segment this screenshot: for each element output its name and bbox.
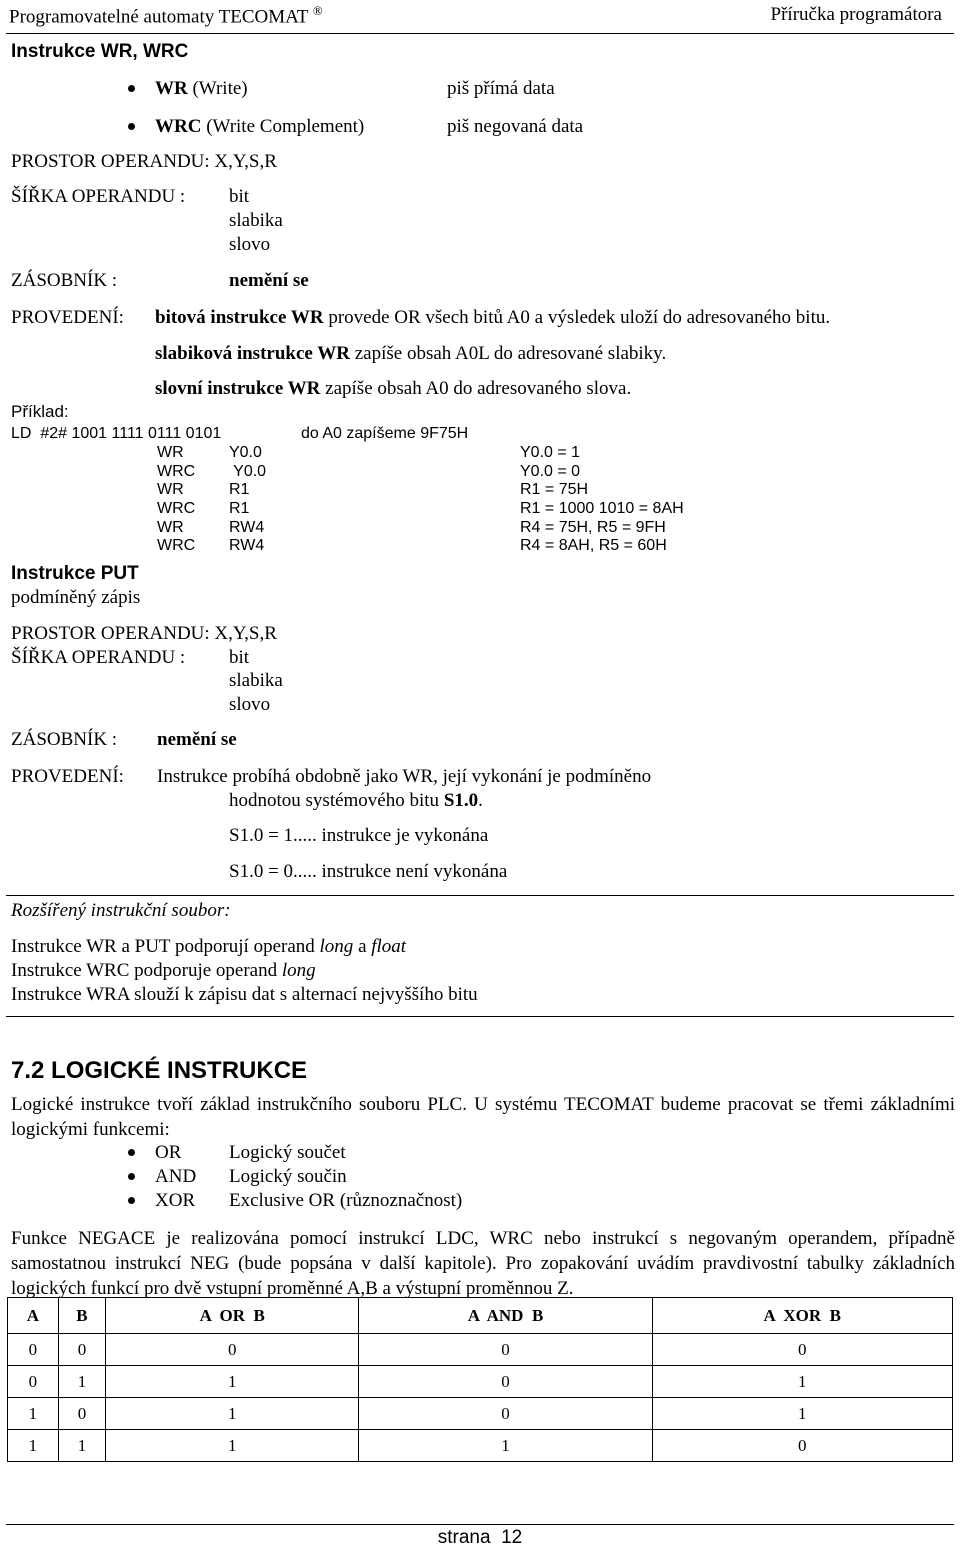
example-op: WR	[157, 444, 184, 461]
section-title-put: Instrukce PUT	[11, 563, 139, 584]
item-wrc: WRC (Write Complement)	[155, 116, 365, 137]
put-cond-2: S1.0 = 0..... instrukce není vykonána	[229, 861, 508, 882]
table-cell: 1	[8, 1430, 59, 1462]
example-op: WR	[157, 481, 184, 498]
page-number: strana 12	[437, 1527, 523, 1548]
put-width-byte: slabika	[229, 670, 283, 691]
header-cell: A AND B	[359, 1298, 652, 1334]
put-exec-line2: hodnotou systémového bitu S1.0.	[229, 790, 483, 811]
logic-fn-name: XOR	[155, 1190, 196, 1211]
negation-paragraph: Funkce NEGACE je realizována pomocí instrukcí LDC, WRC nebo instrukcí s negovaným operandem, případně samostatnou instrukcí NEG (bude popsána v další kapitole). Pro zopakování uvádím pravdivostní tabulky základních logických funkcí pro dvě vstupní proměnné A,B a výstupní proměnnou Z.	[11, 1228, 955, 1299]
header-cell: A XOR B	[652, 1298, 952, 1334]
example-result: Y0.0 = 1	[520, 444, 581, 461]
logic-fn-name: OR	[155, 1142, 182, 1163]
header-cell: A OR B	[106, 1298, 359, 1334]
header-cell: A	[8, 1298, 59, 1334]
table-cell: 1	[359, 1430, 652, 1462]
table-row	[8, 1366, 953, 1398]
table-cell: 1	[652, 1366, 952, 1398]
table-cell: 0	[359, 1398, 652, 1430]
table-cell: 1	[58, 1430, 105, 1462]
logic-fn-desc: Logický součin	[229, 1166, 347, 1187]
example-op: WRC	[157, 463, 196, 480]
section-rule	[6, 895, 954, 896]
item-wrc-meaning: piš negovaná data	[447, 116, 584, 137]
header-left-title: Programovatelné automaty TECOMAT ®	[9, 3, 323, 28]
example-arg: RW4	[229, 537, 265, 554]
table-cell: 0	[359, 1366, 652, 1398]
put-width-bit: bit	[229, 647, 250, 668]
bullet-icon	[128, 123, 135, 130]
item-wr-meaning: piš přímá data	[447, 78, 555, 99]
table-cell: 1	[8, 1398, 59, 1430]
put-exec-line1: Instrukce probíhá obdobně jako WR, její vykonání je podmíněno	[157, 766, 652, 787]
put-operand-space: PROSTOR OPERANDU: X,Y,S,R	[11, 623, 277, 644]
table-cell: 0	[652, 1334, 952, 1366]
logic-intro: Logické instrukce tvoří základ instrukčního souboru PLC. U systému TECOMAT budeme pracovat se třemi základními logickými funkcemi:	[11, 1094, 955, 1140]
put-operand-width-label: ŠÍŘKA OPERANDU :	[11, 647, 186, 668]
table-cell: 0	[359, 1334, 652, 1366]
table-cell: 0	[8, 1366, 59, 1398]
exec-line: slovní instrukce WR zapíše obsah A0 do adresovaného slova.	[155, 378, 632, 399]
put-width-word: slovo	[229, 694, 271, 715]
exec-label: PROVEDENÍ:	[11, 307, 124, 328]
table-cell: 1	[652, 1398, 952, 1430]
registered-mark: ®	[312, 3, 323, 18]
example-arg: RW4	[229, 519, 265, 536]
width-word: slovo	[229, 234, 271, 255]
extended-title: Rozšířený instrukční soubor:	[11, 900, 231, 921]
table-cell: 1	[106, 1398, 359, 1430]
bullet-icon	[128, 1173, 135, 1180]
put-cond-1: S1.0 = 1..... instrukce je vykonána	[229, 825, 489, 846]
logic-fn-name: AND	[155, 1166, 197, 1187]
logic-fn-desc: Exclusive OR (různoznačnost)	[229, 1190, 463, 1211]
example-op: WRC	[157, 537, 196, 554]
put-stack-value: nemění se	[157, 729, 237, 750]
header-cell: B	[58, 1298, 105, 1334]
extended-line: Instrukce WR a PUT podporují operand long a float	[11, 936, 407, 957]
table-cell: 0	[652, 1430, 952, 1462]
example-result: R4 = 75H, R5 = 9FH	[520, 519, 666, 536]
bullet-icon	[128, 1149, 135, 1156]
logic-fn-desc: Logický součet	[229, 1142, 346, 1163]
extended-line: Instrukce WRC podporuje operand long	[11, 960, 316, 981]
example-arg: R1	[229, 500, 250, 517]
table-row	[8, 1430, 953, 1462]
table-cell: 0	[58, 1398, 105, 1430]
put-subtitle: podmíněný zápis	[11, 587, 141, 608]
bullet-icon	[128, 85, 135, 92]
item-wr: WR (Write)	[155, 78, 248, 99]
operand-width-label: ŠÍŘKA OPERANDU :	[11, 186, 186, 207]
example-label: Příklad:	[11, 402, 69, 421]
section-rule	[6, 1016, 954, 1017]
footer-rule	[6, 1524, 954, 1525]
example-op: WR	[157, 519, 184, 536]
section-title-wr: Instrukce WR, WRC	[11, 41, 189, 62]
put-exec-label: PROVEDENÍ:	[11, 766, 124, 787]
example-arg: Y0.0	[229, 444, 262, 461]
header-right-title: Příručka programátora	[770, 4, 942, 25]
example-result: R4 = 8AH, R5 = 60H	[520, 537, 667, 554]
width-bit: bit	[229, 186, 250, 207]
table-cell: 1	[106, 1366, 359, 1398]
table-row	[8, 1398, 953, 1430]
exec-line: bitová instrukce WR provede OR všech bitů A0 a výsledek uloží do adresovaného bitu.	[155, 307, 831, 328]
table-cell: 0	[8, 1334, 59, 1366]
example-result: Y0.0 = 0	[520, 463, 581, 480]
truth-table	[7, 1297, 953, 1462]
example-arg: Y0.0	[229, 463, 267, 480]
bullet-icon	[128, 1197, 135, 1204]
header-rule	[6, 33, 954, 34]
table-cell: 0	[58, 1334, 105, 1366]
example-result: R1 = 75H	[520, 481, 589, 498]
example-code: LD #2# 1001 1111 0111 0101	[11, 425, 222, 442]
exec-line: slabiková instrukce WR zapíše obsah A0L do adresované slabiky.	[155, 343, 667, 364]
example-op: WRC	[157, 500, 196, 517]
stack-label: ZÁSOBNÍK :	[11, 270, 118, 291]
table-cell: 1	[106, 1430, 359, 1462]
truth-table-header	[8, 1298, 953, 1334]
put-stack-label: ZÁSOBNÍK :	[11, 729, 118, 750]
example-comment: do A0 zapíšeme 9F75H	[301, 425, 469, 442]
example-arg: R1	[229, 481, 250, 498]
table-row	[8, 1334, 953, 1366]
extended-line: Instrukce WRA slouží k zápisu dat s alternací nejvyššího bitu	[11, 984, 478, 1005]
stack-value: nemění se	[229, 270, 309, 291]
width-byte: slabika	[229, 210, 283, 231]
section-heading-logic: 7.2 LOGICKÉ INSTRUKCE	[11, 1057, 308, 1084]
example-result: R1 = 1000 1010 = 8AH	[520, 500, 684, 517]
table-cell: 0	[106, 1334, 359, 1366]
table-cell: 1	[58, 1366, 105, 1398]
operand-space: PROSTOR OPERANDU: X,Y,S,R	[11, 151, 277, 172]
